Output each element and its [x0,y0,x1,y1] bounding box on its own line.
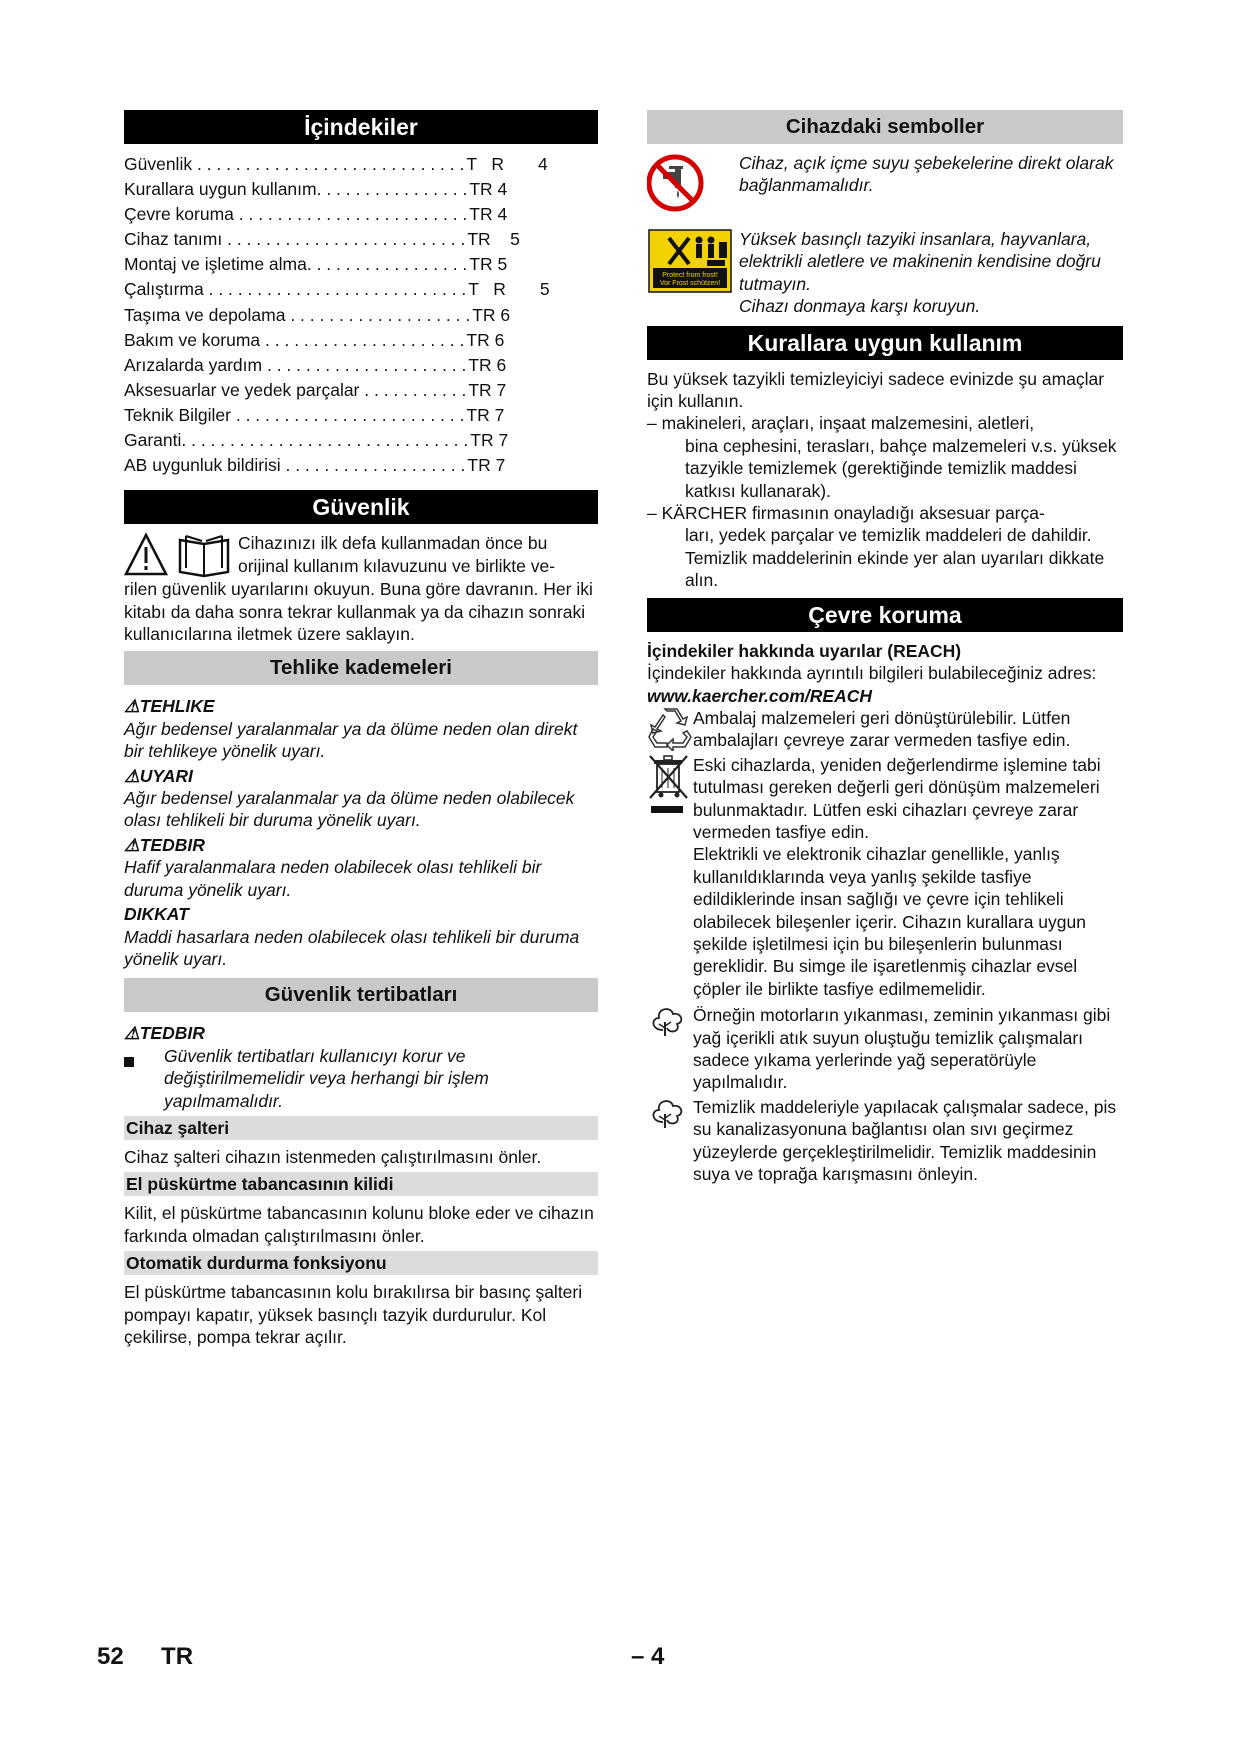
tertibat-bullet-text: Güvenlik tertibatları kullanıcıyı korur ve değiştirilmemelidir veya herhangi bir işlem yapılmamalıdır. [164,1045,489,1111]
symbol-spray [647,228,1123,318]
cleaning-text: Temizlik maddeleriyle yapılacak çalışmalar sadece, pis su kanalizasyonuna bağlantısı olan sıvı geçirmez yüzeylerde gerçekleştirilmelidir. Temizlik maddesinin suya ve toprağa karışmasını önleyin. [693,1096,1117,1185]
tedbir-name: TEDBIR [139,834,205,855]
toc-label: Garanti. . . . . . . . . . . . . . . . . . . . . . . . . . . . . . [124,430,469,451]
footer-center-number: – 4 [631,1643,665,1670]
weee-text-1: Eski cihazlarda, yeniden değerlendirme işlemine tabi tutulması gereken değerli geri dönüşüm malzemeleri bulunmaktadır. Lütfen eski cihazları çevreye zarar vermeden tasfiye edin. [693,754,1101,842]
kilit-text: Kilit, el püskürtme tabancasının kolunu bloke eder ve cihazın farkında olmadan çalıştırılmasını önler. [124,1203,594,1246]
semboller-title: Cihazdaki semboller [647,110,1123,144]
warning-triangle-icon: ⚠ [124,1023,140,1044]
tehlike-level-tedbir [124,834,598,901]
toc-label: Güvenlik . . . . . . . . . . . . . . . . . . . . . . . . . . . . [124,154,465,174]
symbol-water [647,152,1123,214]
weee-text-2: Elektrikli ve elektronik cihazlar genellikle, yanlış kullanıldıklarında veya yanlış şekilde tasfiye edildiklerinde insan sağlığı ve çevre için tehlikeli olabilecek bileşenler içerir. Cihazın kurallara uygun şekilde işletilmesi için bu bileşenlerin bulunması gereklidir. Bu simge ile işaretlenmiş cihazlar evsel çöpler ile birlikte tasfiye edilmemelidir. [693,844,1086,999]
tedbir-text: Hafif yaralanmalara neden olabilecek olası tehlikeli bir duruma yönelik uyarı. [124,857,542,900]
toc-label: Montaj ve işletime alma. . . . . . . . . . . . . . . . . [124,254,468,275]
toc-row[interactable] [124,328,644,353]
environment-tree-icon [647,1004,693,1038]
toc-row[interactable] [124,227,644,252]
kullanim-title: Kurallara uygun kullanım [647,326,1123,360]
toc-label: Bakım ve koruma . . . . . . . . . . . . . . . . . . . . . [124,329,465,350]
dikkat-name: DIKKAT [124,904,189,925]
reach-title: İçindekiler hakkında uyarılar (REACH) [647,640,962,661]
cleaning-paragraph [647,1096,1123,1186]
guvenlik-intro-line1: Cihazınızı ilk defa kullanmadan önce bu [238,533,548,554]
warning-book-icon [124,532,234,578]
tehlike-level-uyari [124,765,598,832]
guvenlik-intro [124,532,598,578]
toc-row[interactable] [124,277,644,302]
footer-page-number: 52 [97,1643,124,1670]
toc-page: TR 7 [467,455,506,476]
toc-label: Aksesuarlar ve yedek parçalar . . . . . . . . . . . [124,379,467,400]
toc-row[interactable] [124,403,644,428]
guvenlik-title: Güvenlik [124,490,598,524]
left-column [124,110,598,1348]
toc-row[interactable] [124,252,644,277]
recycle-text: Ambalaj malzemeleri geri dönüştürülebilir. Lütfen ambalajları çevreye zarar vermeden tasfiye edin. [693,707,1071,751]
bullet-square-icon [124,1045,164,1072]
kilit-title: El püskürtme tabancasının kilidi [124,1172,598,1196]
warning-triangle-icon: ⚠ [124,765,140,786]
kullanim-item2-rest: ları, yedek parçalar ve temizlik maddeleri de dahildir. Temizlik maddelerinin ekinde yer alan uyarıları dikkate alın. [685,525,1105,591]
warning-triangle-icon: ⚠ [124,834,140,855]
toc-label: Arızalarda yardım . . . . . . . . . . . . . . . . . . . . . [124,354,467,375]
toc-page: TR 6 [472,304,511,325]
right-column [647,110,1123,1185]
no-spray-people-icon [647,228,739,296]
footer-lang: TR [161,1643,194,1670]
toc-label: Kurallara uygun kullanım. . . . . . . . . . . . . . . . [124,179,468,200]
toc-label: Çalıştırma . . . . . . . . . . . . . . . . . . . . . . . . . . . [124,279,467,300]
toc-row[interactable] [124,428,644,453]
toc-label: Cihaz tanımı . . . . . . . . . . . . . . . . . . . . . . . . . [124,229,466,250]
symbol-frost-text: Cihazı donmaya karşı koruyun. [739,296,981,317]
tertibat-title: Güvenlik tertibatları [124,978,598,1012]
oil-paragraph [647,1004,1123,1094]
environment-tree-icon [647,1096,693,1130]
weee-paragraph [647,754,1123,1000]
reach-url[interactable]: www.kaercher.com/REACH [647,685,872,706]
kullanim-item2-lead: – KÄRCHER firmasının onayladığı aksesuar parça- [647,503,1045,524]
guvenlik-intro-rest: rilen güvenlik uyarılarını okuyun. Buna göre davranın. Her iki kitabı da daha sonra tekrar kullanmak ya da cihazın sonraki kullanıcılarına iletmek üzere saklayın. [124,579,593,645]
frost-text-2: Vor Frost schützen! [659,280,721,287]
uyari-text: Ağır bedensel yaralanmalar ya da ölüme neden olabilecek olası tehlikeli bir duruma yönelik uyarı. [124,788,575,831]
tehlike-title: Tehlike kademeleri [124,651,598,685]
guvenlik-intro-line2: orijinal kullanım kılavuzunu ve birlikte ve- [238,555,556,576]
cevre-title: Çevre koruma [647,598,1123,632]
toc-page: TR 5 [469,254,508,275]
warning-triangle-icon: ⚠ [124,696,140,717]
tehlike-text: Ağır bedensel yaralanmalar ya da ölüme neden olan direkt bir tehlikeye yönelik uyarı. [124,718,578,762]
tehlike-level-dikkat [124,903,598,970]
toc-page: TR 7 [466,404,505,425]
toc-row[interactable] [124,152,644,177]
toc-page: TR 4 [469,179,508,200]
toc-page: TR 7 [470,430,509,451]
toc-page: TR 6 [466,329,505,350]
footer-page-info [97,1643,193,1671]
no-drinking-water-icon [647,152,739,214]
toc-row[interactable] [124,378,644,403]
reach-text: İçindekiler hakkında ayrıntılı bilgileri bulabileceğiniz adres: [647,663,1097,684]
tehlike-level-tehlike [124,695,598,762]
toc-title: İçindekiler [124,110,598,144]
toc-row[interactable] [124,177,644,202]
kullanim-item1-lead: – makineleri, araçları, inşaat malzemesini, aletleri, [647,413,1035,434]
toc-label: Taşıma ve depolama . . . . . . . . . . . . . . . . . . . [124,304,471,325]
recycle-paragraph [647,707,1123,752]
kullanim-intro: Bu yüksek tazyikli temizleyiciyi sadece evinizde şu amaçlar için kullanın. [647,368,1105,412]
toc-row[interactable] [124,303,644,328]
toc-page: TR 6 [468,354,507,375]
toc-label: AB uygunluk bildirisi . . . . . . . . . . . . . . . . . . . [124,455,466,476]
kullanim-item1-rest: bina cephesini, terasları, bahçe malzemeleri v.s. yüksek tazyikle temizlemek (gerektiğinde temizlik maddesi katkısı kullanarak). [685,435,1117,501]
toc-label: Teknik Bilgiler . . . . . . . . . . . . . . . . . . . . . . . . [124,404,465,425]
symbol-spray-text: Yüksek basınçlı tazyiki insanlara, hayvanlara, elektrikli aletlere ve makinenin kendisine doğru tutmayın. [739,229,1101,294]
dikkat-text: Maddi hasarlara neden olabilecek olası tehlikeli bir duruma yönelik uyarı. [124,926,580,969]
tehlike-name: TEHLIKE [139,696,215,717]
oto-durdurma-text: El püskürtme tabancasının kolu bırakılırsa bir basınç şalteri pompayı kapatır, yüksek basınçlı tazyik durdurulur. Kol çekilirse, pompa tekrar açılır. [124,1282,583,1347]
crossed-bin-icon [647,754,693,824]
toc-page: TR 4 [469,204,508,225]
toc-page: T R 4 [466,154,548,174]
toc-page: T R 5 [468,279,550,300]
oil-text: Örneğin motorların yıkanması, zeminin yıkanması gibi yağ içerikli atık suyun oluştuğu temizlik çalışmaları sadece yıkama yerlerinde yağ seperatörüyle yapılmalıdır. [693,1005,1111,1093]
oto-durdurma-title: Otomatik durdurma fonksiyonu [124,1251,598,1275]
tertibat-caution: TEDBIR [139,1023,205,1044]
frost-text-1: Protect from frost! [662,272,718,279]
toc-page: TR 5 [467,229,520,250]
tertibat-bullet [124,1045,598,1112]
cihaz-salteri-title: Cihaz şalteri [124,1116,598,1140]
uyari-name: UYARI [139,765,193,786]
toc-row[interactable] [124,202,644,227]
cihaz-salteri-text: Cihaz şalteri cihazın istenmeden çalıştırılmasını önler. [124,1146,542,1167]
toc-list [124,152,644,478]
symbol-water-text: Cihaz, açık içme suyu şebekelerine direkt olarak bağlanmamalıdır. [739,153,1114,196]
toc-row[interactable] [124,453,644,478]
toc-label: Çevre koruma . . . . . . . . . . . . . . . . . . . . . . . . [124,204,468,225]
toc-row[interactable] [124,353,644,378]
recycle-icon [647,707,693,751]
toc-page: TR 7 [468,379,507,400]
